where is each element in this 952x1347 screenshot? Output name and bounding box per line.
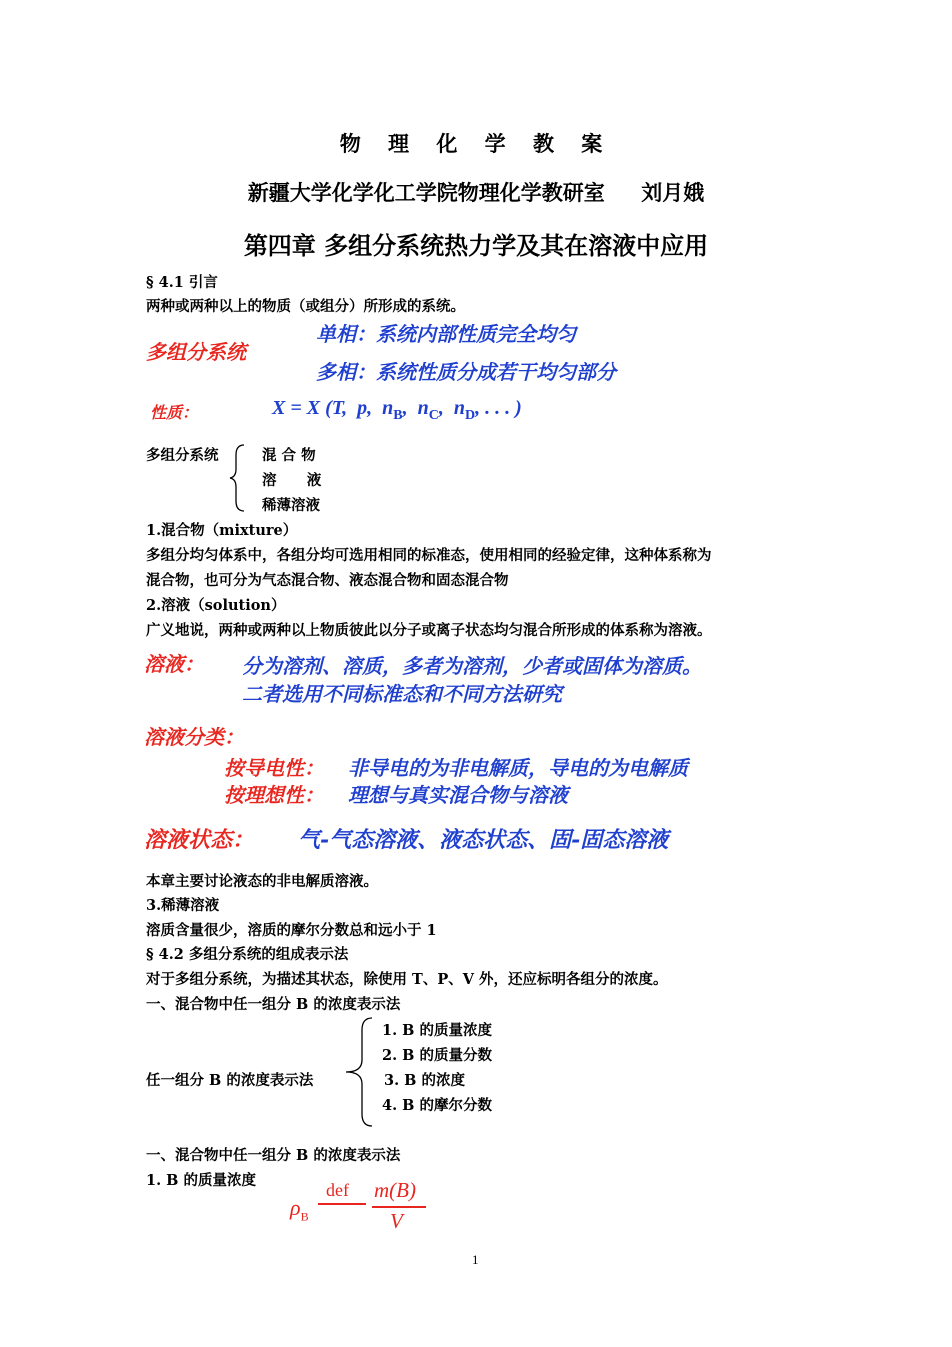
class-item-solution: 溶 液 xyxy=(262,472,322,489)
by-conductivity-label: 按导电性： xyxy=(224,756,324,780)
single-phase-text: 单相：系统内部性质完全均匀 xyxy=(316,322,576,346)
multi-phase-text: 多相：系统性质分成若干均匀部分 xyxy=(316,360,616,384)
solution-note-label: 溶液： xyxy=(144,652,204,676)
formula-fraction-bar xyxy=(372,1206,426,1208)
by-ideality-label: 按理想性： xyxy=(224,783,324,807)
repeat-heading: 一、混合物中任一组分 B 的浓度表示法 xyxy=(146,1147,401,1164)
section-4-2-subheading: 一、混合物中任一组分 B 的浓度表示法 xyxy=(146,996,401,1013)
formula-def: def xyxy=(326,1180,349,1200)
mixture-line-2: 混合物，也可分为气态混合物、液态混合物和固态混合物 xyxy=(146,572,509,589)
solution-line-1: 广义地说，两种或两种以上物质彼此以分子或离子状态均匀混合所形成的体系称为溶液。 xyxy=(146,622,712,639)
formula-denominator: V xyxy=(390,1209,403,1233)
mixture-line-1: 多组分均匀体系中，各组分均可选用相同的标准态，使用相同的经验定律，这种体系称为 xyxy=(146,547,712,564)
section-4-1-intro: 两种或两种以上的物质（或组分）所形成的系统。 xyxy=(146,298,465,315)
dilute-line-1: 溶质含量很少，溶质的摩尔分数总和远小于 1 xyxy=(146,922,437,939)
property-label: 性质： xyxy=(150,403,199,422)
formula-lhs: $\rho_B$ xyxy=(290,1195,309,1224)
solution-states-text: 气-气态溶液、液态状态、固-固态溶液 xyxy=(298,827,669,853)
mass-conc-heading: 1. B 的质量浓度 xyxy=(146,1172,256,1189)
classification-label: 多组分系统 xyxy=(146,447,219,464)
chapter-title: 第四章 多组分系统热力学及其在溶液中应用 xyxy=(243,231,709,260)
institution-line: 新疆大学化学化工学院物理化学教研室 刘月娥 xyxy=(247,180,705,205)
by-ideality-text: 理想与真实混合物与溶液 xyxy=(348,783,568,807)
method-item-4: 4. B 的摩尔分数 xyxy=(382,1097,492,1114)
chapter-focus: 本章主要讨论液态的非电解质溶液。 xyxy=(146,873,378,890)
solution-heading: 2.溶液（solution） xyxy=(146,597,286,614)
brace-icon xyxy=(342,1016,376,1128)
concentration-methods-label: 任一组分 B 的浓度表示法 xyxy=(146,1072,314,1089)
by-conductivity-text: 非导电的为非电解质，导电的为电解质 xyxy=(348,756,688,780)
solution-states-label: 溶液状态： xyxy=(144,827,255,853)
formula-numerator: m(B) xyxy=(374,1178,416,1202)
brace-icon xyxy=(228,443,248,513)
method-item-2: 2. B 的质量分数 xyxy=(382,1047,492,1064)
class-item-mixture: 混 合 物 xyxy=(262,447,316,464)
solution-note-line-1: 分为溶剂、溶质，多者为溶剂，少者或固体为溶质。 xyxy=(242,654,702,678)
mixture-heading: 1.混合物（mixture） xyxy=(146,522,298,539)
section-4-2-intro: 对于多组分系统，为描述其状态，除使用 T、P、V 外，还应标明各组分的浓度。 xyxy=(146,971,668,988)
property-formula: X = X (T, p, $n_B$, $n_C$, $n_D$, . . . ) xyxy=(272,397,522,423)
multi-system-label: 多组分系统 xyxy=(146,340,246,364)
page-number: 1 xyxy=(472,1252,479,1267)
document-title: 物 理 化 学 教 案 xyxy=(339,131,613,156)
section-4-2-heading: § 4.2 多组分系统的组成表示法 xyxy=(146,946,349,963)
formula-def-line xyxy=(318,1203,366,1205)
solution-classes-label: 溶液分类： xyxy=(144,725,244,749)
dilute-heading: 3.稀薄溶液 xyxy=(146,897,220,914)
section-4-1-heading: § 4.1 引言 xyxy=(146,274,218,291)
method-item-3: 3. B 的浓度 xyxy=(384,1072,465,1089)
solution-note-line-2: 二者选用不同标准态和不同方法研究 xyxy=(242,682,562,706)
method-item-1: 1. B 的质量浓度 xyxy=(382,1022,492,1039)
class-item-dilute: 稀薄溶液 xyxy=(262,497,320,514)
